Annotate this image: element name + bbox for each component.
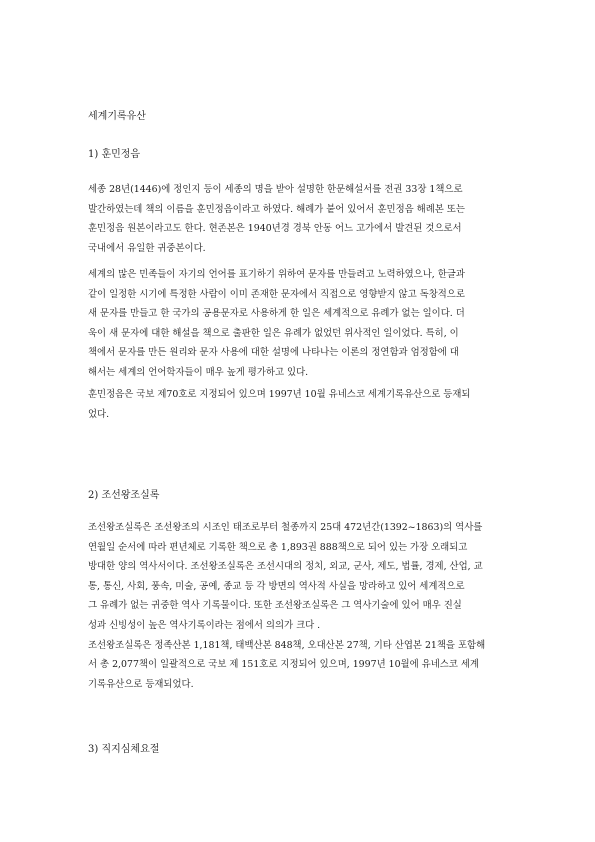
text-line: 같이 일정한 시기에 특정한 사람이 이미 존재한 문자에서 직접으로 영향받지 않고 독창적으로 [88, 288, 465, 300]
text-line: 욱이 새 문자에 대한 해설을 책으로 출판한 일은 유례가 없었던 위사적인 일이었다. 특히, 이 [88, 327, 459, 339]
text-line: 기록유산으로 등재되었다. [88, 678, 194, 690]
paragraph [88, 385, 508, 424]
section-heading-hunminjeongeum: 1) 훈민정음 [88, 149, 141, 160]
text-line: 세종 28년(1446)에 정인지 등이 세종의 명을 받아 설명한 한문해설서를 전권 33장 1책으로 [88, 184, 463, 195]
text-line: 통, 통신, 사회, 풍속, 미술, 공예, 종교 등 각 방면의 역사적 사실을 망라하고 있어 세계적으로 [88, 580, 465, 592]
text-line: 서 총 2,077책이 일괄적으로 국보 제 151호로 지정되어 있으며, 1997년 10월에 유네스코 세계 [88, 659, 479, 671]
section-heading-jikji: 3) 직지심체요절 [88, 744, 160, 755]
section-heading-joseon-annals: 2) 조선왕조실록 [88, 490, 160, 501]
text-line: 훈민정음은 국보 제70호로 지정되어 있으며 1997년 10월 유네스코 세계기록유산으로 등재되 [88, 389, 471, 400]
document-title: 세계기록유산 [88, 111, 146, 122]
text-line: 국내에서 유일한 귀중본이다. [88, 242, 206, 254]
text-line: 훈민정음 원본이라고도 한다. 현존본은 1940년경 경북 안동 어느 고가에서 발견된 것으로서 [88, 223, 462, 235]
text-line: 조선왕조실록은 정족산본 1,181책, 태백산본 848책, 오대산본 27책, 기타 산엽본 21책을 포함해 [88, 639, 486, 651]
text-line: 성과 신빙성이 높은 역사기록이라는 점에서 의의가 크다 . [88, 619, 321, 631]
paragraph [88, 180, 508, 258]
paragraph [88, 265, 508, 383]
text-line: 었다. [88, 408, 110, 420]
text-line: 해서는 세계의 언어학자들이 매우 높게 평가하고 있다. [88, 366, 309, 378]
text-line: 발간하였는데 책의 이름을 훈민정음이라고 하였다. 해례가 붙어 있어서 훈민정음 해례본 또는 [88, 203, 465, 215]
text-line: 새 문자를 만들고 한 국가의 공용문자로 사용하게 한 일은 세계적으로 유례가 없는 일이다. 더 [88, 308, 465, 320]
text-line: 책에서 문자를 만든 원리와 문자 사용에 대한 설명에 나타나는 이론의 정연함과 엄정함에 대 [88, 347, 459, 359]
text-line: 세계의 많은 민족들이 자기의 언어를 표기하기 위하여 문자를 만들려고 노력하였으나, 한글과 [88, 269, 465, 280]
text-line: 조선왕조실록은 조선왕조의 시조인 태조로부터 철종까지 25대 472년간(1392~1863)의 역사를 [88, 522, 483, 533]
paragraph [88, 518, 508, 694]
text-line: 그 유례가 없는 귀중한 역사 기록물이다. 또한 조선왕조실록은 그 역사기술에 있어 매우 진실 [88, 600, 462, 612]
text-line: 방대한 양의 역사서이다. 조선왕조실록은 조선시대의 정치, 외교, 군사, 제도, 법률, 경제, 산업, 교 [88, 561, 483, 573]
text-line: 연월일 순서에 따라 편년체로 기록한 책으로 총 1,893권 888책으로 되어 있는 가장 오래되고 [88, 541, 468, 553]
